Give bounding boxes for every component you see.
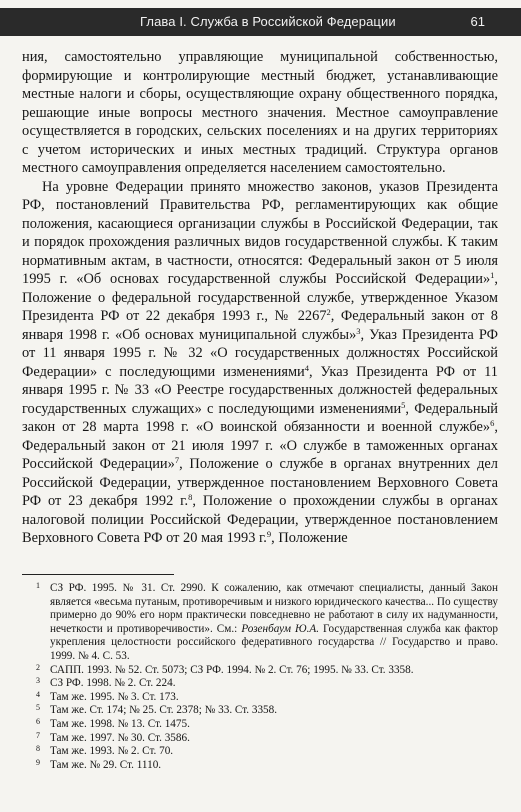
paragraph-continued: ния, самостоятельно управляющие муниципальной собственностью, формирующие и контролирующие местный бюджет, устанавливающие местные налоги и сборы, осуществляющие охрану общественного порядка, решающие иные вопросы местного значения. Местное самоуправление осуществляется в городских, сельских поселениях и на других территориях с учетом исторических и иных местных традиций. Структура органов местного самоуправления определяется населением самостоятельно. <box>22 49 498 176</box>
footnote-item <box>22 759 498 773</box>
chapter-title: Глава I. Служба в Российской Федерации <box>140 14 396 29</box>
text-run: , Федеральный закон от 28 марта 1998 г. «О воинской обязанности и военной службе» <box>22 400 498 435</box>
text-run: , Указ Президента РФ от 11 января 1995 г. № 33 «О Реестре государственных должностей федеральных государственных служащих» с последующими изменениями <box>22 363 498 417</box>
footnote-number: 4 <box>36 689 40 699</box>
footnote-number: 1 <box>36 581 40 590</box>
footnote-item <box>22 732 498 746</box>
footnote-ref[interactable]: 6 <box>490 418 495 428</box>
footnote-1 <box>22 582 498 664</box>
footnote-number: 9 <box>36 757 40 767</box>
paragraph-laws <box>22 178 498 548</box>
footnote-text: Там же. 1995. № 3. Ст. 173. <box>50 690 179 703</box>
footnote-ref[interactable]: 4 <box>304 362 309 373</box>
footnote-item <box>22 745 498 759</box>
footnote-text: Там же. 1998. № 13. Ст. 1475. <box>50 717 190 730</box>
footnotes <box>22 582 498 772</box>
page-number: 61 <box>470 14 485 29</box>
footnote-text: Там же. № 29. Ст. 1110. <box>50 758 162 771</box>
main-text <box>22 48 498 548</box>
footnote-text: СЗ РФ. 1998. № 2. Ст. 224. <box>50 677 176 690</box>
footnote-divider <box>22 574 174 575</box>
footnote-number: 7 <box>36 730 40 740</box>
footnote-number: 3 <box>36 676 40 686</box>
footnote-ref[interactable]: 2 <box>326 307 331 317</box>
text-run: , Федеральный закон от 21 июля 1997 г. «О службе в таможенных органах Российской Федерации» <box>22 419 498 472</box>
footnote-number: 6 <box>36 716 40 726</box>
footnote-text: САПП. 1993. № 52. Ст. 5073; СЗ РФ. 1994. № 2. Ст. 76; 1995. № 33. Ст. 3358. <box>50 663 414 676</box>
footnote-ref[interactable]: 9 <box>266 529 272 539</box>
text-run: , Положение о прохождении службы в органах налоговой полиции Российской Федерации, утвержденное постановлением Верховного Совета РФ от 20 мая 1993 г. <box>22 493 498 546</box>
footnote-item <box>22 691 498 705</box>
footnote-text: Государственная служба как фактор укрепления целостности российского федеративного государства // Государство и право. 1999. № 4. С. 53. <box>50 622 498 662</box>
footnote-ref[interactable]: 8 <box>188 492 193 502</box>
text-run: , Указ Президента РФ от 11 января 1995 г. № 32 «О государственных должностях Российской Федерации» с последующими изменениями <box>22 326 498 380</box>
footnote-ref[interactable]: 1 <box>490 270 495 280</box>
footnote-text: Там же. 1997. № 30. Ст. 3586. <box>50 731 190 744</box>
footnote-text: СЗ РФ. 1995. № 31. Ст. 2990. К сожалению, как отмечают специалисты, данный Закон является «весьма путаным, противоречивым и низкого юридического качества... По существу примерно до 90% его норм практически повседневно не работают в силу их надуманности, нечеткости и противоречивости». См.: <box>50 582 498 635</box>
footnote-ref[interactable]: 5 <box>401 399 406 410</box>
footnote-item <box>22 718 498 732</box>
footnote-item <box>22 704 498 718</box>
footnote-text: Там же. Ст. 174; № 25. Ст. 2378; № 33. Ст. 3358. <box>50 704 278 717</box>
running-header <box>0 8 521 36</box>
footnote-number: 2 <box>36 662 40 672</box>
text-run: , Федеральный закон от 8 января 1998 г. «Об основах муниципальной службы» <box>22 308 498 343</box>
footnote-item <box>22 664 498 678</box>
footnote-ref[interactable]: 3 <box>356 325 361 336</box>
footnote-author: Розенбаум Ю.А. <box>241 622 319 635</box>
footnote-text: Там же. 1993. № 2. Ст. 70. <box>50 745 174 758</box>
text-run: На уровне Федерации принято множество законов, указов Президента РФ, постановлений Правительства РФ, регламентирующих как общие положения, касающиеся организации службы в Российской Федерации, так и порядок прохождения различных видов государственной службы. К таким нормативным актам, в частности, относятся: Федеральный закон от 5 июля 1995 г. «Об основах государственной службы Российской Федерации» <box>22 178 498 287</box>
text-run: , Положение о службе в органах внутренних дел Российской Федерации, утвержденное постановлением Верховного Совета РФ от 23 декабря 1992 г. <box>22 456 498 509</box>
footnote-number: 5 <box>36 703 40 713</box>
text-run: , Положение <box>271 530 348 546</box>
text-run: , Положение о федеральной государственной службе, утвержденное Указом Президента РФ от 22 декабря 1993 г., № 2267 <box>22 271 498 324</box>
footnote-ref[interactable]: 7 <box>174 455 180 465</box>
footnote-number: 8 <box>36 744 40 754</box>
footnote-item <box>22 677 498 691</box>
